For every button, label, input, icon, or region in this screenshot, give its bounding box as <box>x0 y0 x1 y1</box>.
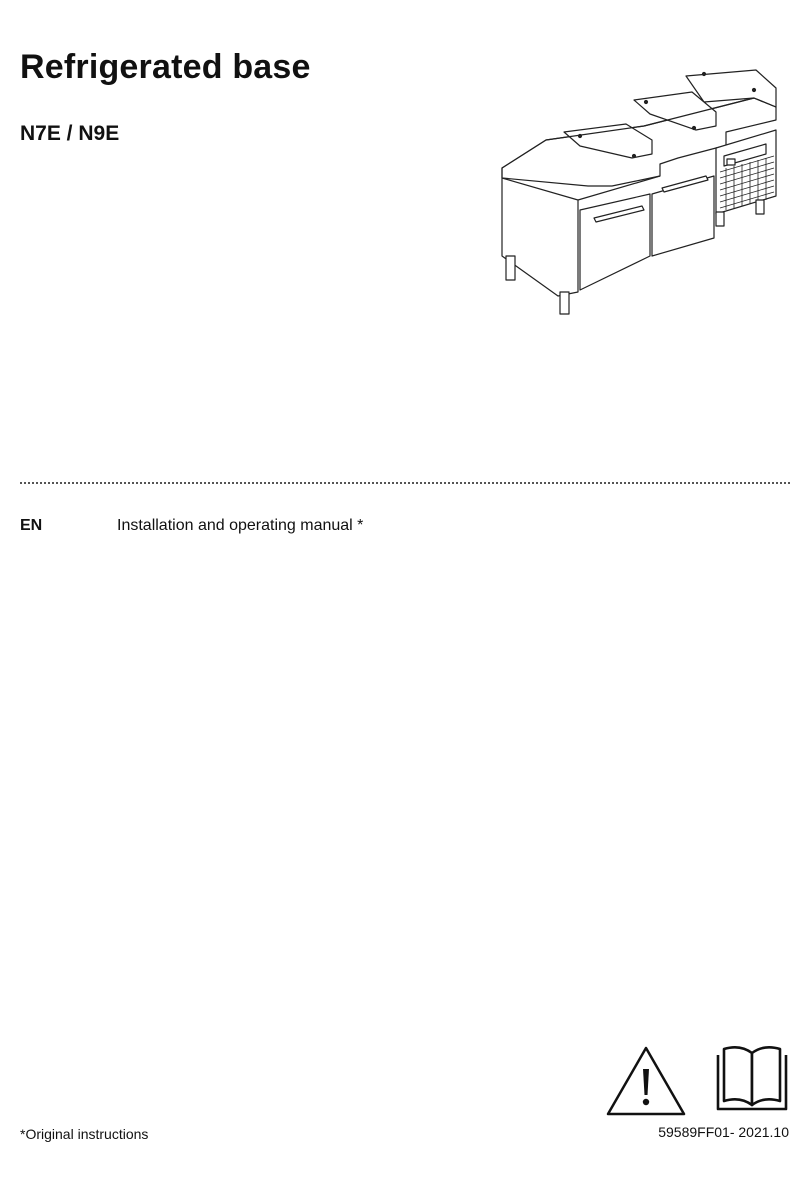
section-divider <box>20 482 790 484</box>
refrigerated-base-illustration <box>494 60 784 320</box>
warning-triangle-icon <box>605 1045 687 1117</box>
model-numbers: N7E / N9E <box>20 122 120 145</box>
manual-title: Installation and operating manual * <box>117 517 364 534</box>
document-number: 59589FF01- 2021.10 <box>658 1124 789 1140</box>
read-manual-book-icon <box>712 1043 792 1115</box>
document-title: Refrigerated base <box>20 48 311 86</box>
original-instructions-note: *Original instructions <box>20 1126 149 1142</box>
language-code: EN <box>20 517 43 534</box>
